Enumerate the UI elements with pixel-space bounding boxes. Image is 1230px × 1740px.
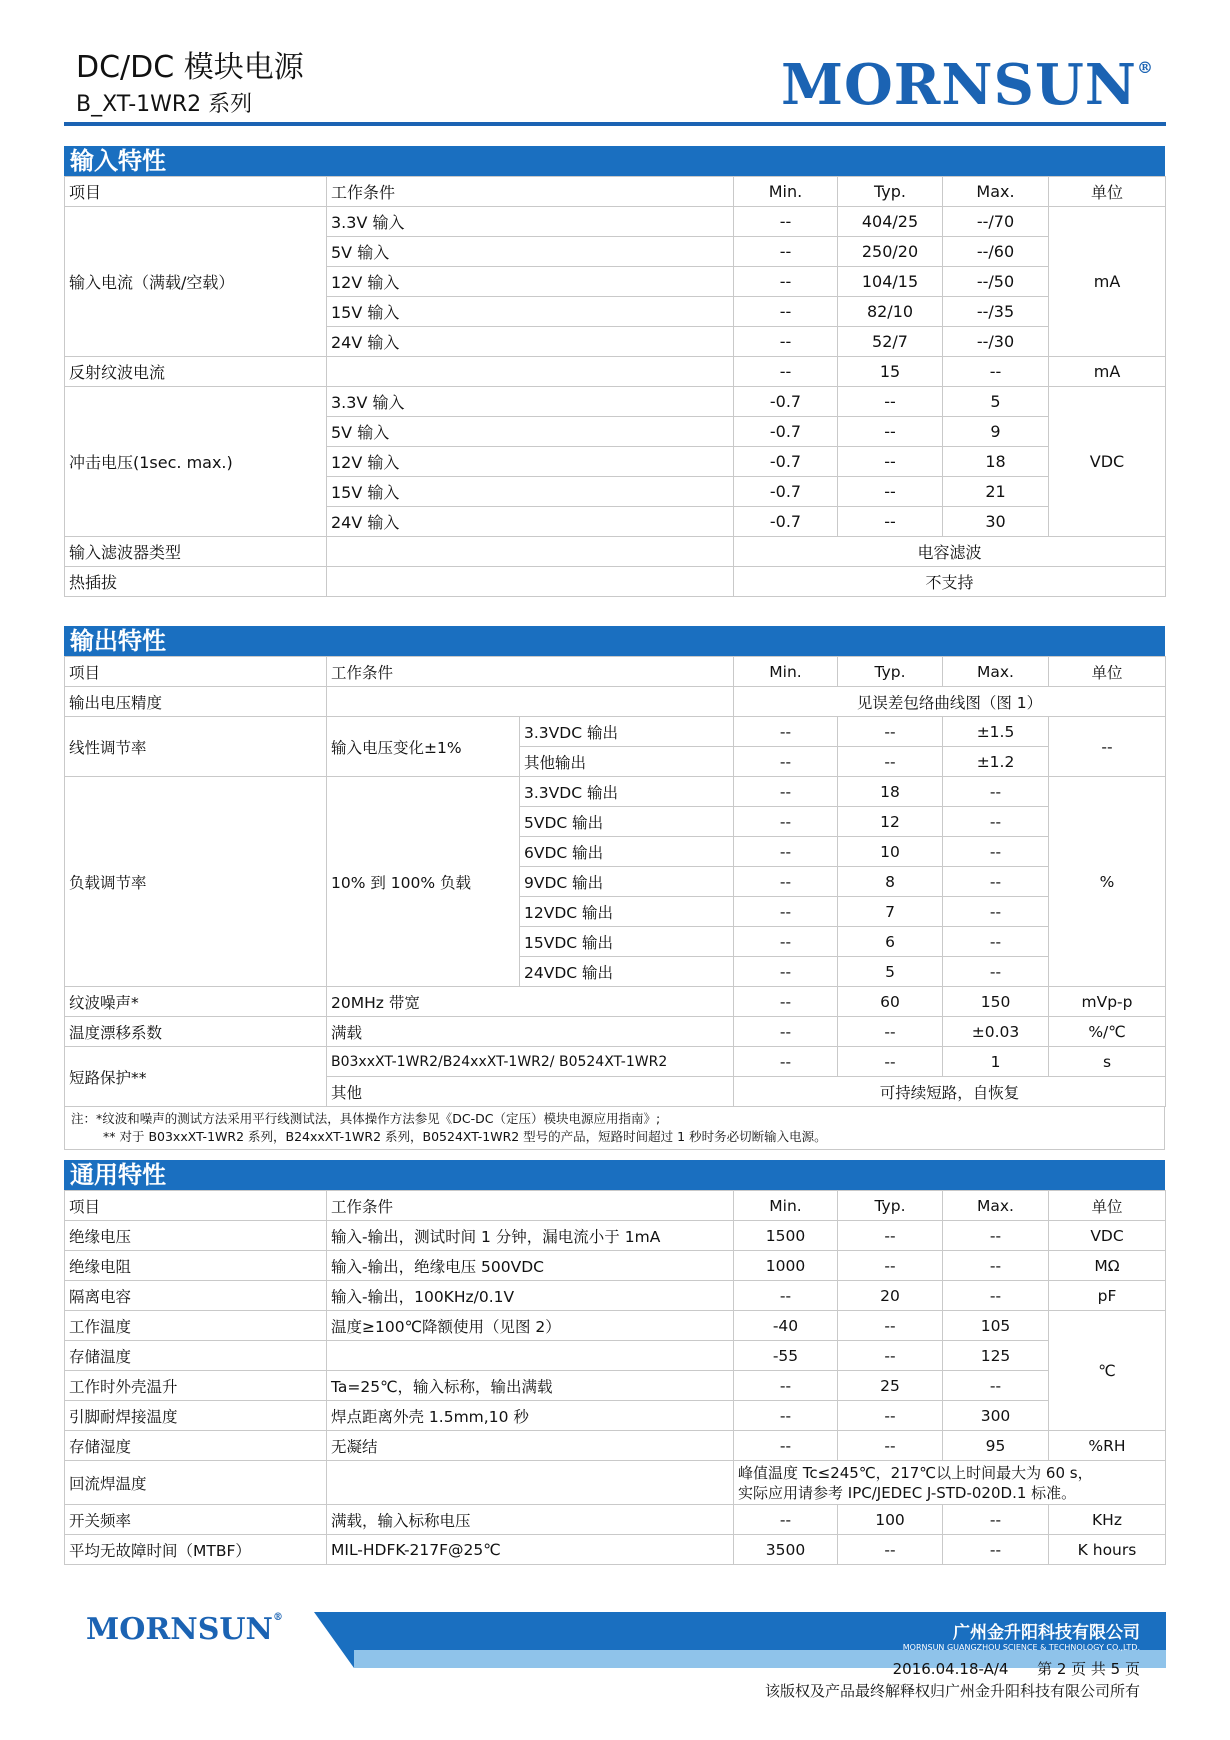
footer-rights: 该版权及产品最终解释权归广州金升阳科技有限公司所有 [764, 1682, 1140, 1700]
cell: -- [838, 717, 943, 747]
cell [327, 537, 734, 567]
cell: MIL-HDFK-217F@25℃ [327, 1535, 734, 1565]
doc-subtitle: B_XT-1WR2 系列 [76, 92, 253, 117]
cell: -- [838, 387, 943, 417]
cell: 满载，输入标称电压 [327, 1505, 734, 1535]
cell: -- [734, 357, 838, 387]
header-cell: Typ. [838, 1191, 943, 1221]
cell: 其他输出 [520, 747, 734, 777]
unit-cell: mVp-p [1049, 987, 1166, 1017]
general-section [64, 1160, 1165, 1565]
row-label: 短路保护** [65, 1047, 327, 1107]
cell: 5VDC 输出 [520, 807, 734, 837]
cell [734, 1461, 1166, 1505]
cell: -- [943, 1221, 1049, 1251]
header-cell: 单位 [1049, 177, 1166, 207]
header-cell: 项目 [65, 177, 327, 207]
cell: 12 [838, 807, 943, 837]
row-label: 热插拔 [65, 567, 327, 597]
cell: -40 [734, 1311, 838, 1341]
footnote-line: ** 对于 B03xxXT-1WR2 系列，B24xxXT-1WR2 系列，B0524XT-1WR2 型号的产品，短路时间超过 1 秒时务必切断输入电源。 [103, 1129, 827, 1144]
cell: 电容滤波 [734, 537, 1166, 567]
cell: 6 [838, 927, 943, 957]
cell: -- [943, 927, 1049, 957]
cell: -- [838, 1311, 943, 1341]
cell: 250/20 [838, 237, 943, 267]
cell: 15 [838, 357, 943, 387]
table-row [65, 1371, 1166, 1401]
footer-company [903, 1618, 1140, 1652]
cell: 82/10 [838, 297, 943, 327]
table-header-row [65, 177, 1166, 207]
cell: 无凝结 [327, 1431, 734, 1461]
cell: 3.3VDC 输出 [520, 717, 734, 747]
cell: -- [838, 1251, 943, 1281]
company-name-en: MORNSUN GUANGZHOU SCIENCE & TECHNOLOGY CO.,LTD. [902, 1643, 1140, 1652]
header-cell: Typ. [838, 657, 943, 687]
company-name: 广州金升阳科技有限公司 [953, 1623, 1140, 1643]
header-cell: 单位 [1049, 657, 1166, 687]
output-table [64, 656, 1166, 1107]
section-title: 通用特性 [64, 1160, 1165, 1190]
table-row [65, 1311, 1166, 1341]
header-cell: Min. [734, 1191, 838, 1221]
cell: 3.3V 输入 [327, 387, 734, 417]
table-row [65, 1251, 1166, 1281]
cell: 6VDC 输出 [520, 837, 734, 867]
cell: -- [838, 447, 943, 477]
cell: -- [943, 357, 1049, 387]
cell: 温度≥100℃降额使用（见图 2） [327, 1311, 734, 1341]
reflow-line: 峰值温度 Tc≤245℃，217℃以上时间最大为 60 s， [738, 1463, 1093, 1482]
cell: -- [734, 777, 838, 807]
cell: -- [838, 1431, 943, 1461]
cell: -- [734, 327, 838, 357]
table-row [65, 1401, 1166, 1431]
header-cell: Min. [734, 657, 838, 687]
cell: 100 [838, 1505, 943, 1535]
table-row [65, 1221, 1166, 1251]
input-section [64, 146, 1165, 597]
row-label: 存储温度 [65, 1341, 327, 1371]
cell: 输入电压变化±1% [327, 717, 520, 777]
cell: -- [734, 837, 838, 867]
header-cell: 项目 [65, 1191, 327, 1221]
cell: 满载 [327, 1017, 734, 1047]
cell: 5V 输入 [327, 417, 734, 447]
row-label: 纹波噪声* [65, 987, 327, 1017]
unit-cell: % [1049, 777, 1166, 987]
cell: -- [734, 927, 838, 957]
cell: 150 [943, 987, 1049, 1017]
cell: ±1.5 [943, 717, 1049, 747]
header-cell: 工作条件 [327, 657, 734, 687]
cell: -- [734, 1047, 838, 1077]
table-row [65, 567, 1166, 597]
footnote [64, 1107, 1165, 1150]
table-header-row [65, 657, 1166, 687]
cell [327, 567, 734, 597]
table-row [65, 687, 1166, 717]
row-label: 负载调节率 [65, 777, 327, 987]
cell: -- [734, 237, 838, 267]
header-cell: Typ. [838, 177, 943, 207]
cell: 1500 [734, 1221, 838, 1251]
cell: 12V 输入 [327, 447, 734, 477]
cell: -- [838, 417, 943, 447]
table-row [65, 357, 1166, 387]
cell: 18 [838, 777, 943, 807]
cell: -- [943, 867, 1049, 897]
cell: -0.7 [734, 417, 838, 447]
header-cell: 工作条件 [327, 177, 734, 207]
cell: -- [943, 837, 1049, 867]
cell [327, 357, 734, 387]
cell: 12V 输入 [327, 267, 734, 297]
cell: -- [734, 1281, 838, 1311]
header-cell: Max. [943, 1191, 1049, 1221]
cell: 1 [943, 1047, 1049, 1077]
cell: --/35 [943, 297, 1049, 327]
cell: -- [943, 957, 1049, 987]
cell: -- [838, 1047, 943, 1077]
cell: 125 [943, 1341, 1049, 1371]
cell: -- [734, 1401, 838, 1431]
cell: 105 [943, 1311, 1049, 1341]
cell: -- [838, 747, 943, 777]
row-label: 输入电流（满载/空载） [65, 207, 327, 357]
cell: 不支持 [734, 567, 1166, 597]
cell: --/70 [943, 207, 1049, 237]
cell: 20MHz 带宽 [327, 987, 734, 1017]
cell: -- [734, 867, 838, 897]
cell: 300 [943, 1401, 1049, 1431]
cell: 3500 [734, 1535, 838, 1565]
unit-cell: mA [1049, 357, 1166, 387]
unit-cell: -- [1049, 717, 1166, 777]
row-label: 冲击电压(1sec. max.) [65, 387, 327, 537]
cell: 输入-输出，测试时间 1 分钟，漏电流小于 1mA [327, 1221, 734, 1251]
cell: -- [943, 777, 1049, 807]
cell: 95 [943, 1431, 1049, 1461]
cell: -- [943, 1505, 1049, 1535]
row-label: 绝缘电阻 [65, 1251, 327, 1281]
cell: 9VDC 输出 [520, 867, 734, 897]
cell: 输入-输出，绝缘电压 500VDC [327, 1251, 734, 1281]
cell: -- [943, 1251, 1049, 1281]
row-label: 平均无故障时间（MTBF） [65, 1535, 327, 1565]
table-row [65, 1505, 1166, 1535]
cell: 见误差包络曲线图（图 1） [734, 687, 1166, 717]
cell: 9 [943, 417, 1049, 447]
cell: 5 [838, 957, 943, 987]
table-row [65, 1017, 1166, 1047]
cell: -- [838, 507, 943, 537]
table-row [65, 1341, 1166, 1371]
cell: -- [943, 807, 1049, 837]
cell: -- [734, 267, 838, 297]
unit-cell: %RH [1049, 1431, 1166, 1461]
cell: -- [734, 957, 838, 987]
cell: -- [838, 1017, 943, 1047]
unit-cell: pF [1049, 1281, 1166, 1311]
header-rule [64, 122, 1166, 126]
row-label: 回流焊温度 [65, 1461, 327, 1505]
cell: 可持续短路，自恢复 [734, 1077, 1166, 1107]
unit-cell: s [1049, 1047, 1166, 1077]
unit-cell: mA [1049, 207, 1166, 357]
page-number: 第 2 页 共 5 页 [1037, 1660, 1140, 1678]
cell: 10 [838, 837, 943, 867]
cell: -- [838, 1221, 943, 1251]
cell: -- [734, 747, 838, 777]
cell: -0.7 [734, 477, 838, 507]
input-table [64, 176, 1166, 597]
section-title: 输入特性 [64, 146, 1165, 176]
unit-cell: KHz [1049, 1505, 1166, 1535]
table-row [65, 987, 1166, 1017]
cell: 20 [838, 1281, 943, 1311]
cell: -- [838, 1401, 943, 1431]
cell: 5V 输入 [327, 237, 734, 267]
cell [327, 687, 734, 717]
cell: 24VDC 输出 [520, 957, 734, 987]
table-row [65, 1535, 1166, 1565]
cell: -- [943, 1535, 1049, 1565]
cell: 24V 输入 [327, 327, 734, 357]
cell: -- [734, 897, 838, 927]
cell: 104/15 [838, 267, 943, 297]
footnote-line: 注：*纹波和噪声的测试方法采用平行线测试法，具体操作方法参见《DC-DC（定压）模块电源应用指南》; [71, 1111, 661, 1126]
cell: Ta=25℃，输入标称，输出满载 [327, 1371, 734, 1401]
cell: ±1.2 [943, 747, 1049, 777]
cell: -0.7 [734, 447, 838, 477]
cell: 12VDC 输出 [520, 897, 734, 927]
unit-cell: K hours [1049, 1535, 1166, 1565]
cell: ±0.03 [943, 1017, 1049, 1047]
cell: -- [838, 1535, 943, 1565]
cell: -- [734, 207, 838, 237]
footer-logo: MORNSUN® [86, 1612, 283, 1647]
table-row [65, 1461, 1166, 1505]
cell: 52/7 [838, 327, 943, 357]
table-row [65, 1047, 1166, 1077]
row-label: 反射纹波电流 [65, 357, 327, 387]
cell: --/60 [943, 237, 1049, 267]
cell: -- [943, 1371, 1049, 1401]
cell: 18 [943, 447, 1049, 477]
cell: -- [838, 1341, 943, 1371]
cell: 404/25 [838, 207, 943, 237]
cell: -55 [734, 1341, 838, 1371]
cell: 10% 到 100% 负载 [327, 777, 520, 987]
cell: -- [943, 1281, 1049, 1311]
general-table [64, 1190, 1166, 1565]
row-label: 工作温度 [65, 1311, 327, 1341]
cell: 焊点距离外壳 1.5mm,10 秒 [327, 1401, 734, 1431]
cell: -- [734, 1371, 838, 1401]
table-row [65, 207, 1166, 237]
doc-date: 2016.04.18-A/4 [892, 1660, 1009, 1678]
header-cell: Min. [734, 177, 838, 207]
cell: 3.3VDC 输出 [520, 777, 734, 807]
reflow-line: 实际应用请参考 IPC/JEDEC J-STD-020D.1 标准。 [738, 1483, 1077, 1502]
unit-cell: MΩ [1049, 1251, 1166, 1281]
cell: -- [734, 807, 838, 837]
footer-date-page [893, 1658, 1140, 1679]
header-cell: 项目 [65, 657, 327, 687]
cell: 60 [838, 987, 943, 1017]
row-label: 存储湿度 [65, 1431, 327, 1461]
cell: -- [734, 1017, 838, 1047]
row-label: 隔离电容 [65, 1281, 327, 1311]
output-section [64, 626, 1165, 1150]
cell: 1000 [734, 1251, 838, 1281]
table-header-row [65, 1191, 1166, 1221]
table-row [65, 717, 1166, 747]
table-row [65, 777, 1166, 807]
header-cell: 工作条件 [327, 1191, 734, 1221]
cell: -- [734, 987, 838, 1017]
cell: B03xxXT-1WR2/B24xxXT-1WR2/ B0524XT-1WR2 [327, 1047, 734, 1077]
doc-title: DC/DC 模块电源 [76, 50, 304, 85]
cell: -- [734, 297, 838, 327]
unit-cell: VDC [1049, 387, 1166, 537]
row-label: 绝缘电压 [65, 1221, 327, 1251]
cell: 21 [943, 477, 1049, 507]
cell: -- [734, 717, 838, 747]
row-label: 温度漂移系数 [65, 1017, 327, 1047]
cell: -- [838, 477, 943, 507]
cell: 输入-输出，100KHz/0.1V [327, 1281, 734, 1311]
cell: 3.3V 输入 [327, 207, 734, 237]
cell: 5 [943, 387, 1049, 417]
cell: 8 [838, 867, 943, 897]
cell: 24V 输入 [327, 507, 734, 537]
table-row [65, 537, 1166, 567]
cell [327, 1341, 734, 1371]
row-label: 输入滤波器类型 [65, 537, 327, 567]
cell: 15V 输入 [327, 477, 734, 507]
cell [327, 1461, 734, 1505]
cell: -0.7 [734, 387, 838, 417]
row-label: 工作时外壳温升 [65, 1371, 327, 1401]
cell: 25 [838, 1371, 943, 1401]
row-label: 线性调节率 [65, 717, 327, 777]
table-row [65, 387, 1166, 417]
unit-cell: VDC [1049, 1221, 1166, 1251]
brand-logo: MORNSUN® [781, 52, 1154, 118]
cell: 其他 [327, 1077, 734, 1107]
table-row [65, 1281, 1166, 1311]
unit-cell: %/℃ [1049, 1017, 1166, 1047]
section-title: 输出特性 [64, 626, 1165, 656]
unit-cell: ℃ [1049, 1311, 1166, 1431]
row-label: 开关频率 [65, 1505, 327, 1535]
header-cell: 单位 [1049, 1191, 1166, 1221]
cell: 30 [943, 507, 1049, 537]
header-cell: Max. [943, 657, 1049, 687]
cell: --/50 [943, 267, 1049, 297]
cell: -- [734, 1505, 838, 1535]
cell: -- [943, 897, 1049, 927]
cell: 7 [838, 897, 943, 927]
header-cell: Max. [943, 177, 1049, 207]
cell: 15VDC 输出 [520, 927, 734, 957]
row-label: 输出电压精度 [65, 687, 327, 717]
row-label: 引脚耐焊接温度 [65, 1401, 327, 1431]
cell: -0.7 [734, 507, 838, 537]
cell: --/30 [943, 327, 1049, 357]
cell: 15V 输入 [327, 297, 734, 327]
table-row [65, 1431, 1166, 1461]
cell: -- [734, 1431, 838, 1461]
